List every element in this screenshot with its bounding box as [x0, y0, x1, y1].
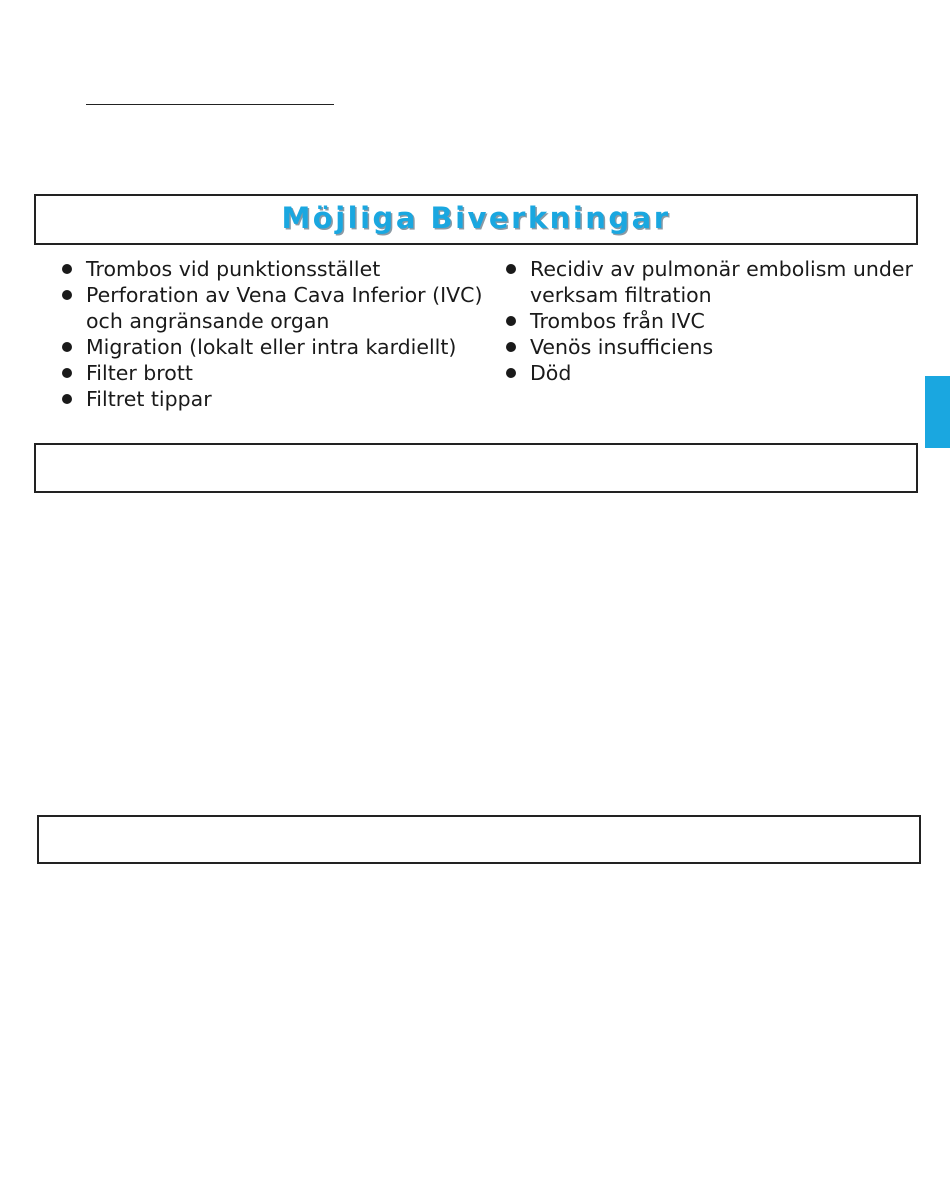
- empty-section-box-lower: [37, 815, 921, 864]
- bullet-icon: [62, 290, 72, 300]
- list-item-text: Recidiv av pulmonär embolism under verksam filtration: [530, 257, 913, 307]
- section-header-box: [34, 194, 918, 245]
- empty-section-box: [34, 443, 918, 493]
- list-item: [504, 256, 924, 308]
- top-divider: [86, 104, 334, 105]
- side-tab-marker: [925, 376, 950, 448]
- list-item-text: Migration (lokalt eller intra kardiellt): [86, 335, 457, 359]
- bullet-icon: [506, 368, 516, 378]
- list-item-text: Filtret tippar: [86, 387, 212, 411]
- bullet-icon: [62, 342, 72, 352]
- list-item-text: Venös insufficiens: [530, 335, 714, 359]
- list-item: [60, 386, 490, 412]
- section-title: Möjliga Biverkningar: [281, 201, 671, 235]
- list-item: [60, 360, 490, 386]
- list-item-text: Perforation av Vena Cava Inferior (IVC) och angränsande organ: [86, 283, 483, 333]
- bullet-icon: [506, 264, 516, 274]
- adverse-effects-list-left: [60, 256, 490, 412]
- list-item: [504, 308, 924, 334]
- bullet-icon: [506, 342, 516, 352]
- list-item-text: Trombos från IVC: [530, 309, 705, 333]
- list-item-text: Död: [530, 361, 572, 385]
- bullet-icon: [62, 394, 72, 404]
- list-item: [60, 282, 490, 334]
- list-item-text: Filter brott: [86, 361, 193, 385]
- list-item: [504, 360, 924, 386]
- adverse-effects-list-right: [504, 256, 924, 386]
- bullet-icon: [62, 368, 72, 378]
- list-item: [504, 334, 924, 360]
- list-item: [60, 334, 490, 360]
- list-item-text: Trombos vid punktionsstället: [86, 257, 381, 281]
- list-item: [60, 256, 490, 282]
- bullet-icon: [62, 264, 72, 274]
- bullet-icon: [506, 316, 516, 326]
